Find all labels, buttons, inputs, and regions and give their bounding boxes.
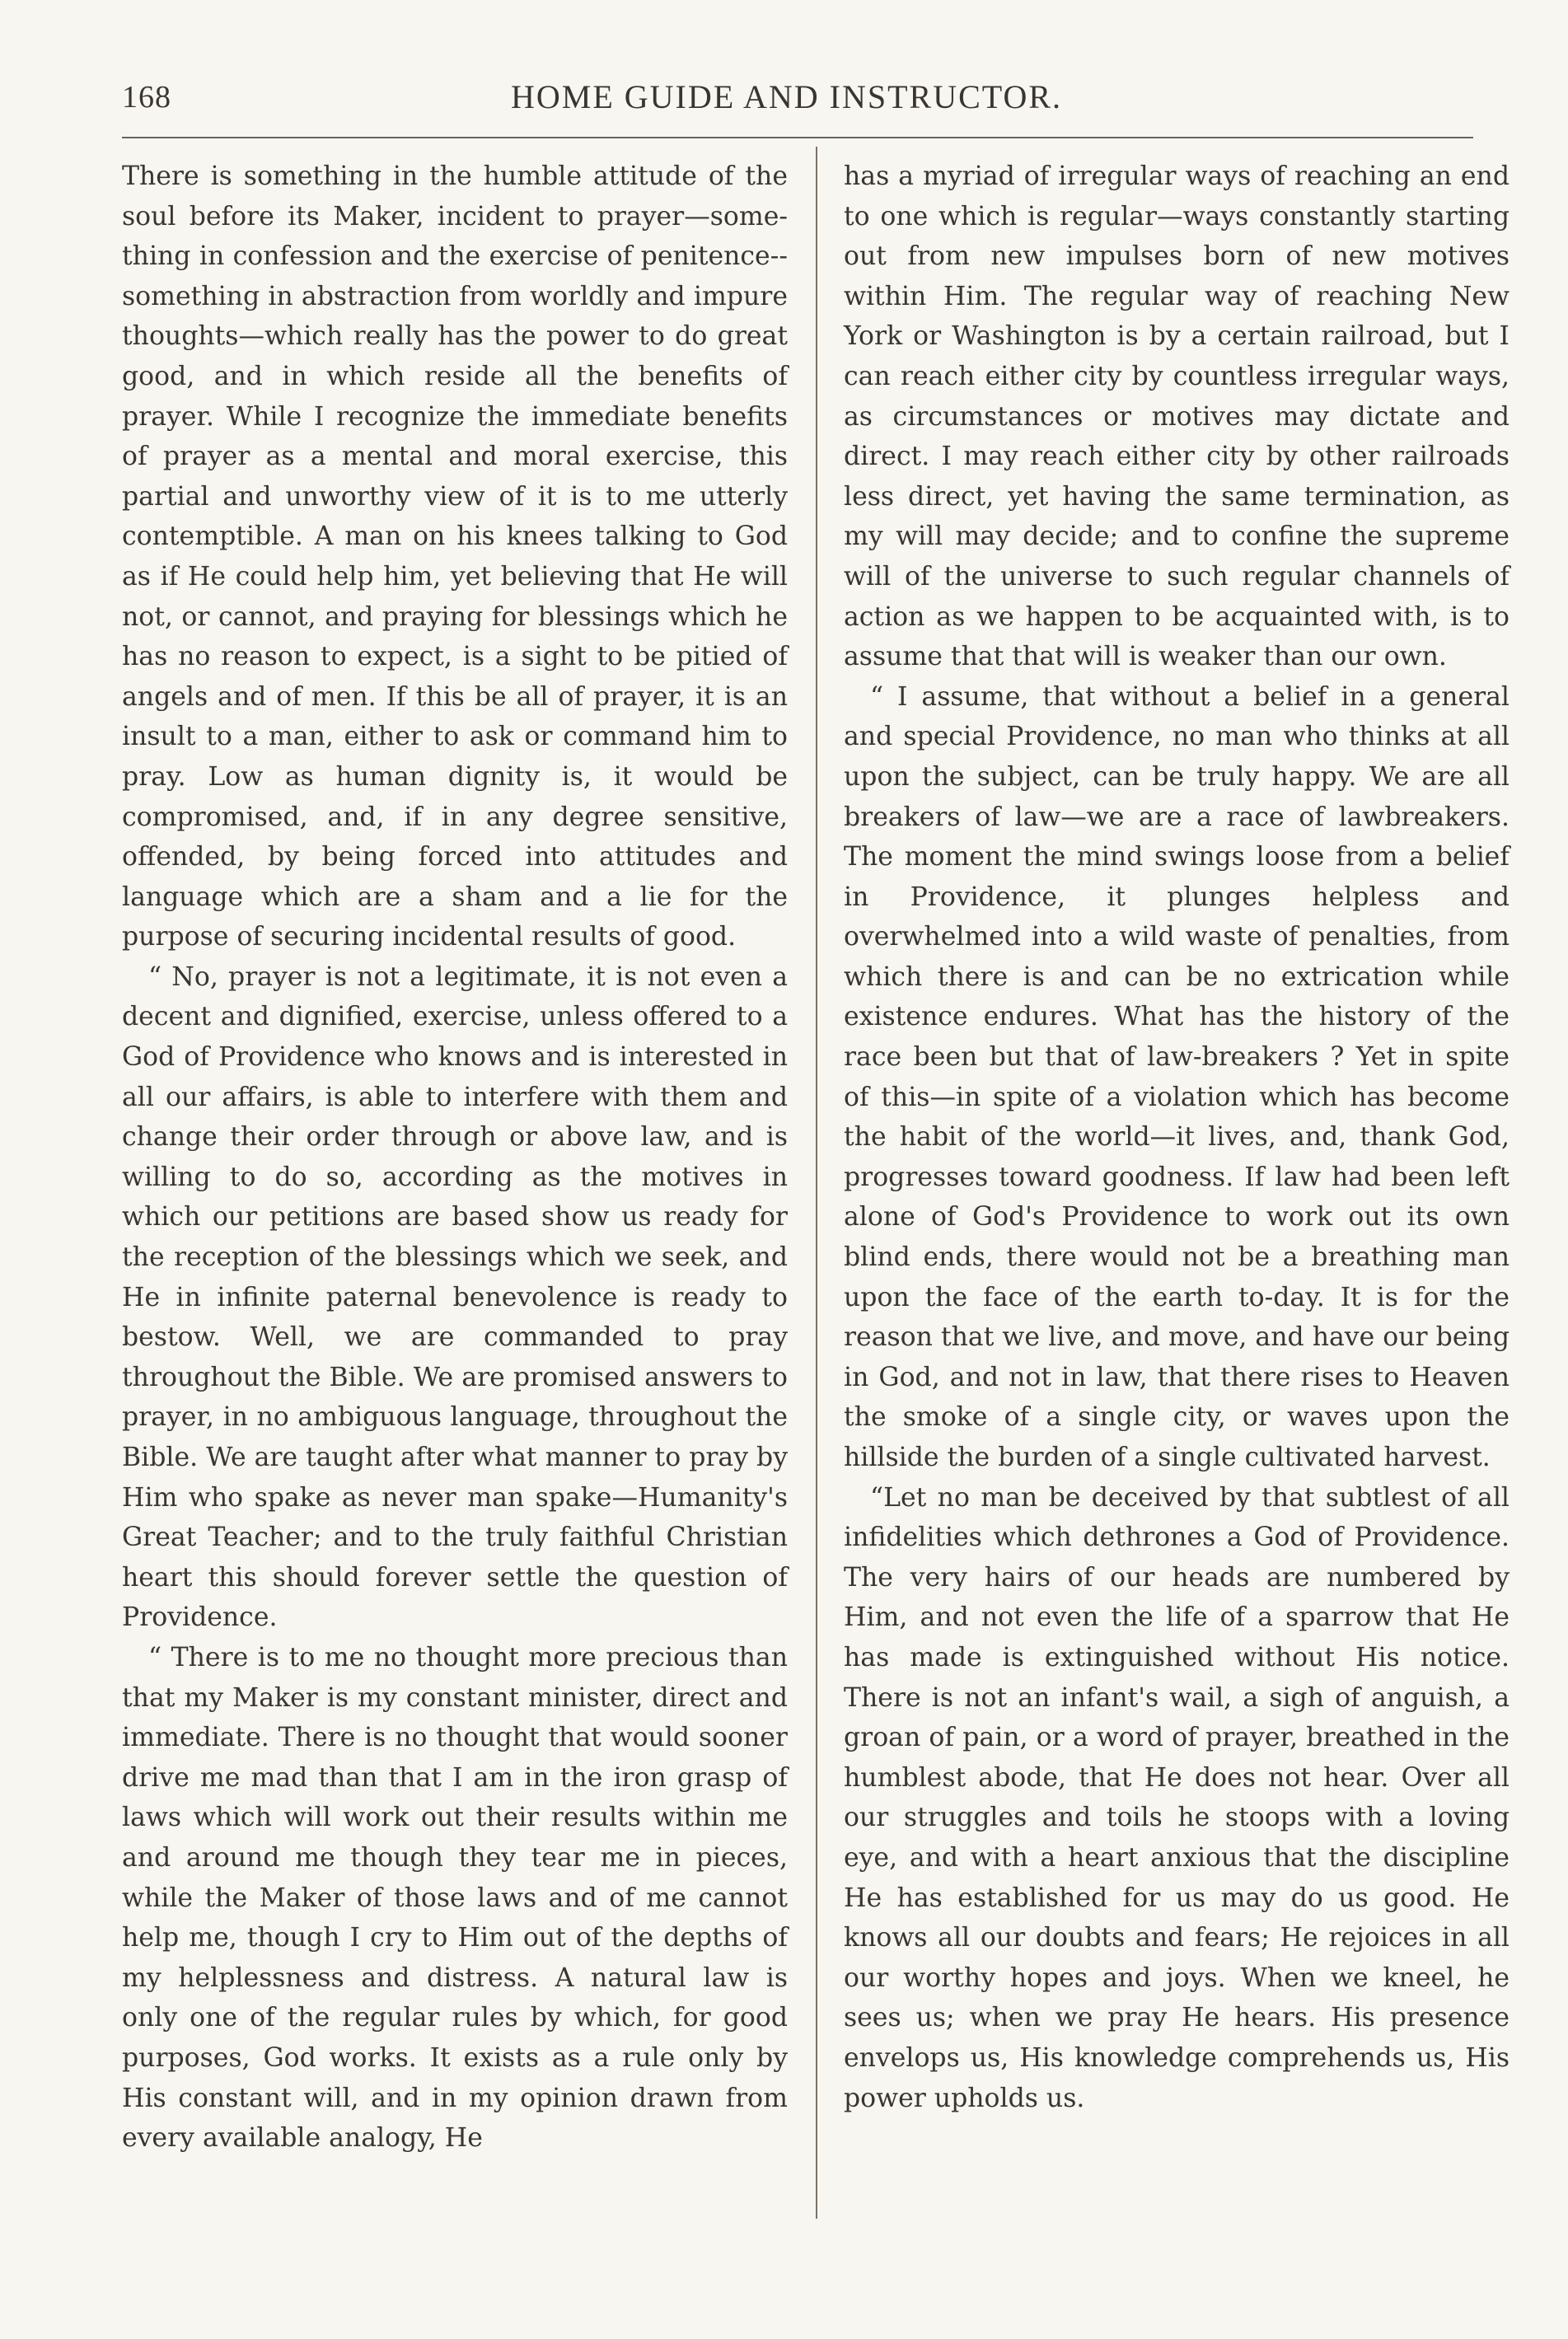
left-column [122,157,788,2159]
header-rule [122,137,1473,138]
paragraph: “ There is to me no thought more precious than that my Maker is my constant minister, direct and immediate. There is no thought that would sooner drive me mad than that I am in the iron grasp of laws which will work out their results within me and around me though they tear me in pieces, while the Maker of those laws and of me cannot help me, though I cry to Him out of the depths of my helplessness and distress. A natural law is only one of the regular rules by which, for good purposes, God works. It exists as a rule only by His constant will, and in my opinion drawn from every available analogy, He [122,1642,788,2154]
paragraph: There is something in the humble attitude of the soul before its Maker, incident to prayer—something in confession and the exercise of penitence--something in abstraction from worldly and impure thoughts—which really has the power to do great good, and in which reside all the benefits of prayer. While I recognize the immediate benefits of prayer as a mental and moral exercise, this partial and unworthy view of it is to me utterly contemptible. A man on his knees talking to God as if He could help him, yet believing that He will not, or cannot, and praying for blessings which he has no reason to expect, is a sight to be pitied of angels and of men. If this be all of prayer, it is an insult to a man, either to ask or command him to pray. Low as human dignity is, it would be compromised, and, if in any degree sensitive, offended, by being forced into attitudes and language which are a sham and a lie for the purpose of securing incidental results of good. [122,161,788,952]
column-divider [816,147,817,2219]
right-column [844,157,1509,2118]
paragraph: has a myriad of irregular ways of reaching an end to one which is regular—ways constantly starting out from new impulses born of new motives within Him. The regular way of reaching New York or Washington is by a certain railroad, but I can reach either city by countless irregular ways, as circumstances or motives may dictate and direct. I may reach either city by other railroads less direct, yet having the same termination, as my will may decide; and to confine the supreme will of the universe to such regular channels of action as we happen to be acquainted with, is to assume that that will is weaker than our own. [844,161,1509,672]
paragraph: “ I assume, that without a belief in a general and special Providence, no man who thinks at all upon the subject, can be truly happy. We are all breakers of law—we are a race of lawbreakers. The moment the mind swings loose from a belief in Providence, it plunges helpless and overwhelmed into a wild waste of penalties, from which there is and can be no extrication while existence endures. What has the history of the race been but that of law-breakers ? Yet in spite of this—in spite of a violation which has become the habit of the world—it lives, and, thank God, progresses toward goodness. If law had been left alone of God's Providence to work out its own blind ends, there would not be a breathing man upon the face of the earth to-day. It is for the reason that we live, and move, and have our being in God, and not in law, that there rises to Heaven the smoke of a single city, or waves upon the hillside the burden of a single cultivated harvest. [844,681,1509,1472]
paragraph: “ No, prayer is not a legitimate, it is not even a decent and dignified, exercise, unless offered to a God of Providence who knows and is interested in all our affairs, is able to interfere with them and change their order through or above law, and is willing to do so, according as the motives in which our petitions are based show us ready for the reception of the blessings which we seek, and He in infinite paternal benevolence is ready to bestow. Well, we are commanded to pray throughout the Bible. We are promised answers to prayer, in no ambiguous language, throughout the Bible. We are taught after what manner to pray by Him who spake as never man spake—Humanity's Great Teacher; and to the truly faithful Christian heart this should forever settle the question of Providence. [122,961,788,1633]
running-title: HOME GUIDE AND INSTRUCTOR. [511,78,1063,115]
page-number: 168 [122,80,171,115]
paragraph: “Let no man be deceived by that subtlest of all infidelities which dethrones a God of Providence. The very hairs of our heads are numbered by Him, and not even the life of a sparrow that He has made is extinguished without His notice. There is not an infant's wail, a sigh of anguish, a groan of pain, or a word of prayer, breathed in the humblest abode, that He does not hear. Over all our struggles and toils he stoops with a loving eye, and with a heart anxious that the discipline He has established for us may do us good. He knows all our doubts and fears; He rejoices in all our worthy hopes and joys. When we kneel, he sees us; when we pray He hears. His presence envelops us, His knowledge comprehends us, His power upholds us. [844,1482,1509,2113]
